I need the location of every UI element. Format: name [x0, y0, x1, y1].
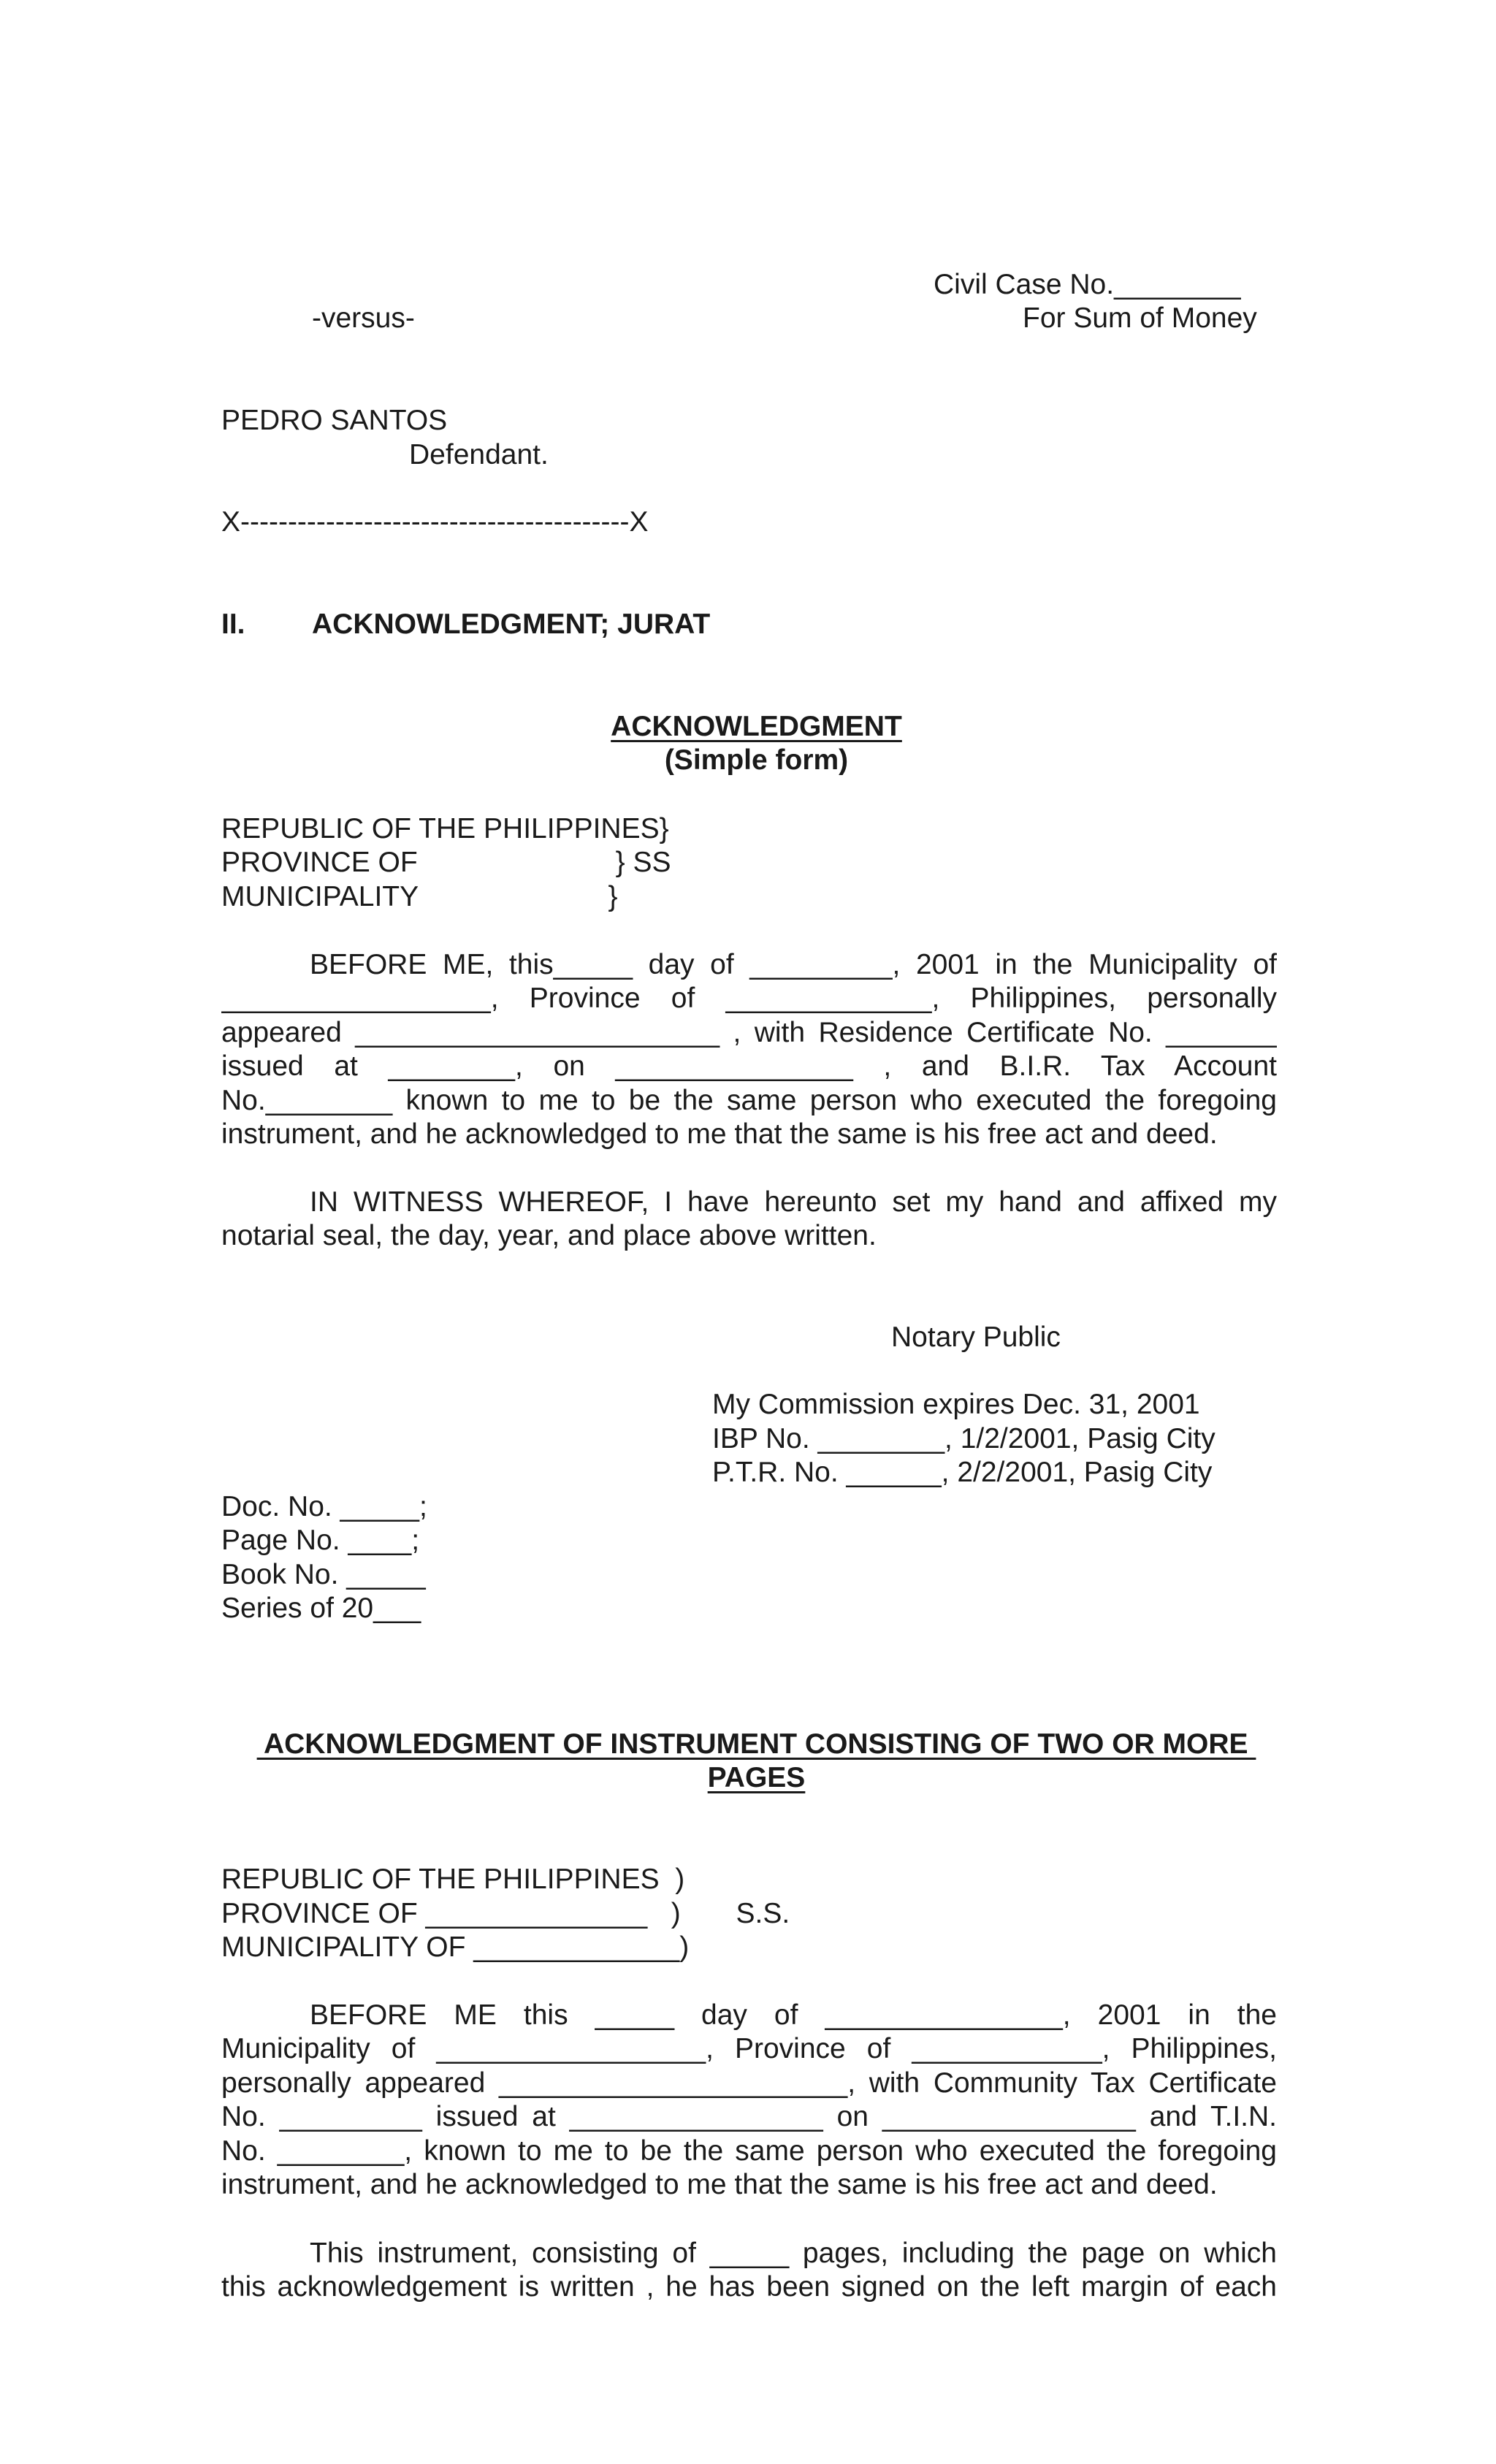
ptr-number: P.T.R. No. ______, 2/2/2001, Pasig City — [712, 1457, 1213, 1488]
ack-multi-pages — [221, 2237, 1277, 2305]
section-title: ACKNOWLEDGMENT; JURAT — [312, 609, 711, 640]
book-number: Book No. _____ — [221, 1559, 426, 1590]
paragraph-line: instrument, and he acknowledged to me that the same is his free act and deed. — [221, 1118, 1218, 1150]
paragraph-line: No.________ known to me to be the same person who executed the foregoing — [221, 1084, 1277, 1116]
doc-number: Doc. No. _____; — [221, 1491, 427, 1522]
venue-republic: REPUBLIC OF THE PHILIPPINES} — [221, 813, 669, 844]
venue-province: PROVINCE OF } SS — [221, 847, 671, 878]
ack-simple-title: ACKNOWLEDGMENT — [611, 711, 902, 742]
paragraph-line: This instrument, consisting of _____ pages, including the page on which — [310, 2238, 1277, 2269]
paragraph-line: No. ________, known to me to be the same person who executed the foregoing — [221, 2135, 1277, 2167]
defendant-label: Defendant. — [409, 439, 549, 470]
ack-multi-body — [221, 1999, 1277, 2202]
ack-simple-subtitle: (Simple form) — [664, 744, 849, 776]
venue-province: PROVINCE OF ______________ ) S.S. — [221, 1898, 790, 1929]
paragraph-line: this acknowledgement is written , he has been signed on the left margin of each — [221, 2271, 1277, 2303]
ack-simple-witness — [221, 1186, 1277, 1254]
caption-separator: X-----------------------------------------X — [221, 506, 649, 538]
paragraph-line: personally appeared ______________________, with Community Tax Certificate — [221, 2067, 1277, 2099]
notary-public-label: Notary Public — [891, 1321, 1061, 1353]
paragraph-line: appeared _______________________ , with Residence Certificate No. _______ — [221, 1016, 1277, 1048]
venue-municipality: MUNICIPALITY } — [221, 881, 618, 912]
paragraph-line: instrument, and he acknowledged to me that the same is his free act and deed. — [221, 2168, 1218, 2200]
paragraph-line: _________________, Province of _____________, Philippines, personally — [221, 983, 1277, 1015]
versus-label: -versus- — [312, 302, 415, 334]
paragraph-line: issued at ________, on _______________ , and B.I.R. Tax Account — [221, 1050, 1277, 1083]
paragraph-line: BEFORE ME this _____ day of _______________, 2001 in the — [310, 1999, 1277, 2031]
defendant-name: PEDRO SANTOS — [221, 405, 448, 436]
page-number: Page No. ____; — [221, 1525, 420, 1556]
paragraph-line: IN WITNESS WHEREOF, I have hereunto set my hand and affixed my — [310, 1186, 1277, 1218]
paragraph-line: notarial seal, the day, year, and place above written. — [221, 1220, 877, 1252]
civil-case-number: Civil Case No.________ — [934, 269, 1241, 300]
series-year: Series of 20___ — [221, 1593, 421, 1624]
venue-municipality: MUNICIPALITY OF _____________) — [221, 1931, 690, 1963]
ack-multi-title-line2: PAGES — [707, 1762, 806, 1793]
ibp-number: IBP No. ________, 1/2/2001, Pasig City — [712, 1423, 1216, 1454]
commission-expiry: My Commission expires Dec. 31, 2001 — [712, 1389, 1200, 1420]
paragraph-line: BEFORE ME, this_____ day of _________, 2001 in the Municipality of — [310, 949, 1277, 980]
venue-republic: REPUBLIC OF THE PHILIPPINES ) — [221, 1864, 685, 1895]
ack-simple-body — [221, 948, 1277, 1151]
paragraph-line: Municipality of _________________, Province of ____________, Philippines, — [221, 2033, 1277, 2065]
paragraph-line: No. _________ issued at ________________ on ________________ and T.I.N. — [221, 2101, 1277, 2133]
section-number: II. — [221, 609, 245, 640]
nature-of-case: For Sum of Money — [1023, 302, 1257, 334]
ack-multi-title-line1: ACKNOWLEDGMENT OF INSTRUMENT CONSISTING OF TWO OR MORE — [256, 1728, 1256, 1760]
